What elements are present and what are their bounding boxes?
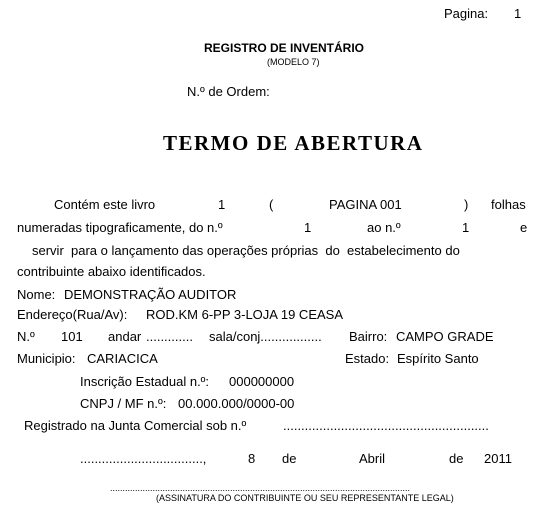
ao-label: ao n.º bbox=[367, 220, 401, 235]
paren-open: ( bbox=[269, 197, 274, 212]
municipio-value: CARIACICA bbox=[87, 351, 158, 366]
junta-dots: ......................................................... bbox=[283, 418, 489, 433]
name-label: Nome: bbox=[17, 287, 56, 302]
book-number: 1 bbox=[218, 197, 226, 212]
estado-value: Espírito Santo bbox=[397, 351, 479, 366]
number-value: 101 bbox=[61, 329, 83, 344]
bairro-label: Bairro: bbox=[349, 329, 388, 344]
bairro-value: CAMPO GRADE bbox=[396, 329, 494, 344]
place-dots: .................................., bbox=[80, 451, 207, 466]
page-count: PAGINA 001 bbox=[329, 197, 402, 212]
name-value: DEMONSTRAÇÃO AUDITOR bbox=[64, 287, 237, 302]
andar-dots: ............. bbox=[146, 329, 193, 344]
number-label: N.º bbox=[17, 329, 35, 344]
address-label: Endereço(Rua/Av): bbox=[17, 307, 128, 322]
document-heading: REGISTRO DE INVENTÁRIO bbox=[204, 41, 365, 55]
andar-label: andar bbox=[108, 329, 142, 344]
model-label: (MODELO 7) bbox=[267, 57, 320, 67]
estado-label: Estado: bbox=[345, 351, 390, 366]
date-de-2: de bbox=[449, 451, 464, 466]
ie-label: Inscrição Estadual n.º: bbox=[80, 374, 210, 389]
ie-value: 000000000 bbox=[229, 374, 295, 389]
body-text-servir: servir para o lançamento das operações próprias do estabelecimento do bbox=[32, 243, 460, 258]
order-number-label: N.º de Ordem: bbox=[187, 84, 270, 99]
folhas-label: folhas bbox=[491, 197, 526, 212]
date-year: 2011 bbox=[484, 451, 512, 466]
paren-close: ) bbox=[464, 197, 469, 212]
body-text-numeradas: numeradas tipograficamente, do n.º bbox=[17, 220, 223, 235]
municipio-label: Municipio: bbox=[17, 351, 76, 366]
date-day: 8 bbox=[248, 451, 256, 466]
cnpj-label: CNPJ / MF n.º: bbox=[80, 396, 167, 411]
page-title: TERMO DE ABERTURA bbox=[163, 131, 424, 155]
from-number: 1 bbox=[304, 220, 312, 235]
date-de-1: de bbox=[282, 451, 297, 466]
page-number: 1 bbox=[514, 6, 522, 21]
e-label: e bbox=[520, 220, 528, 235]
signature-caption: (ASSINATURA DO CONTRIBUINTE OU SEU REPRESENTANTE LEGAL) bbox=[156, 493, 454, 503]
body-text-contribuinte: contribuinte abaixo identificados. bbox=[17, 264, 206, 279]
sala-label: sala/conj................. bbox=[209, 329, 322, 344]
cnpj-value: 00.000.000/0000-00 bbox=[178, 396, 295, 411]
body-text-contem: Contém este livro bbox=[54, 197, 156, 212]
to-number: 1 bbox=[462, 220, 470, 235]
signature-line: ........................................................................................................................ bbox=[110, 483, 411, 493]
date-month: Abril bbox=[359, 451, 386, 466]
address-value: ROD.KM 6-PP 3-LOJA 19 CEASA bbox=[146, 307, 343, 322]
page-label: Pagina: bbox=[444, 6, 489, 21]
junta-label: Registrado na Junta Comercial sob n.º bbox=[24, 418, 247, 433]
